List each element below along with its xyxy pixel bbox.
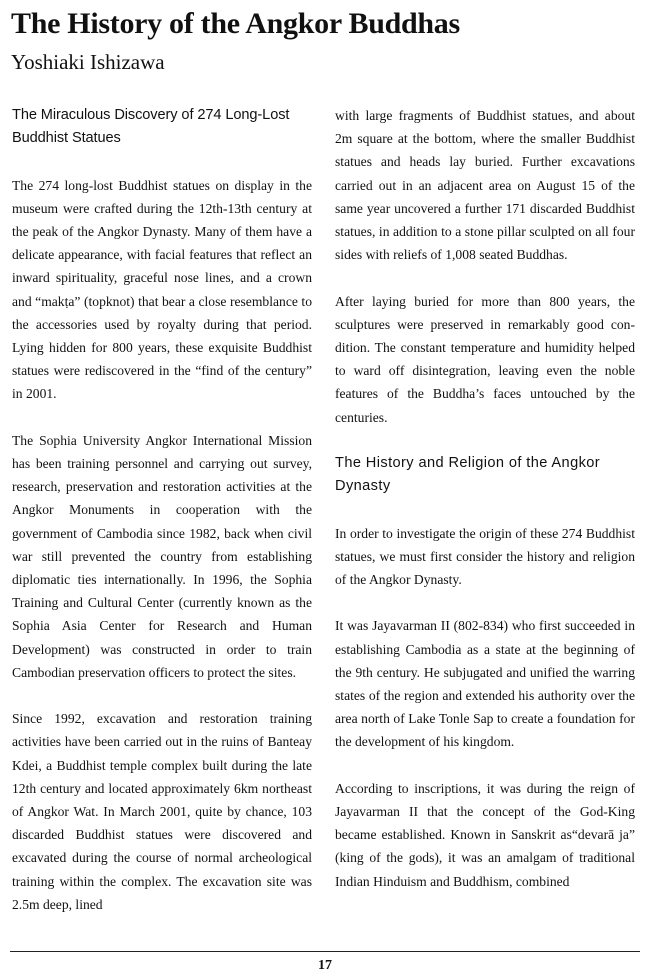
- section-heading-discovery: The Miraculous Discovery of 274 Long-Lost Buddhist Statues: [12, 107, 290, 147]
- body-paragraph: The Sophia University Angkor International Mission has been training personnel and carrying out survey, research, preservation and restoration activities at the Angkor Monuments in cooperation with the government of Cambodia since 1982, back when civil war still prevented the country from establishing diplomatic ties internationally. In 1996, the Sophia Training and Cultural Center (currently known as the Sophia Asia Center for Research and Human Development) was constructed in order to train Cambodian preservation officers to protect the sites.: [12, 432, 312, 680]
- body-paragraph: The 274 long-lost Buddhist statues on display in the museum were crafted during the 12th-13th century at the peak of the Angkor Dynasty. Many of them have a delicate appearance, with facial features that reflect an inward spirituality, graceful nose lines, and a crown and “makṭa” (topknot) that bear a close resemblance to the accessories used by royalty during that period. Lying hidden for 800 years, these exquisite Buddhist statues were rediscovered in the “find of the century” in 2001.: [12, 177, 312, 402]
- article-author: Yoshiaki Ishizawa: [11, 50, 165, 74]
- footer-divider: [10, 951, 640, 952]
- page-number: 17: [318, 958, 332, 973]
- article-title: The History of the Angkor Buddhas: [11, 7, 460, 40]
- body-paragraph: It was Jayavarman II (802-834) who first succeeded in establishing Cambodia as a state at the beginning of the 9th century. He subjugated and unified the warring states of the region and extended his authority over the area north of Lake Tonle Sap to create a foundation for the development of his kingdom.: [335, 618, 635, 750]
- left-column: [12, 104, 312, 939]
- body-paragraph: Since 1992, excavation and restoration training activities have been carried out in the ruins of Banteay Kdei, a Buddhist temple complex built during the late 12th century and located approximately 6km northeast of Angkor Wat. In March 2001, quite by chance, 103 discarded Buddhist statues were discovered and excavated during the course of normal archeological training within the complex. The excavation site was 2.5m deep, lined: [12, 711, 312, 912]
- body-paragraph: After laying buried for more than 800 years, the sculptures were preserved in remarkably good condition. The constant temperature and humidity helped to ward off disintegration, leaving even the noble features of the Buddha’s faces untouched by the centuries.: [335, 293, 635, 425]
- right-column: [335, 104, 635, 916]
- body-paragraph: In order to investigate the origin of these 274 Buddhist statues, we must first consider the history and religion of the Angkor Dynasty.: [335, 525, 635, 588]
- body-paragraph: with large fragments of Buddhist statues, and about 2m square at the bottom, where the smaller Buddhist statues and heads lay buried. Further excavations carried out in an adjacent area on August 15 of the same year uncovered a further 171 discarded Buddhist statues, in addition to a stone pillar sculpted on all four sides with reliefs of 1,008 seated Buddhas.: [335, 108, 635, 263]
- section-heading-history-religion: The History and Religion of the Angkor Dynasty: [335, 455, 601, 495]
- body-paragraph: According to inscriptions, it was during the reign of Jayavarman II that the concept of the God-King became established. Known in Sanskrit as“devarā ja” (king of the gods), it was an amalgam of traditional Indian Hinduism and Buddhism, combined: [335, 780, 635, 889]
